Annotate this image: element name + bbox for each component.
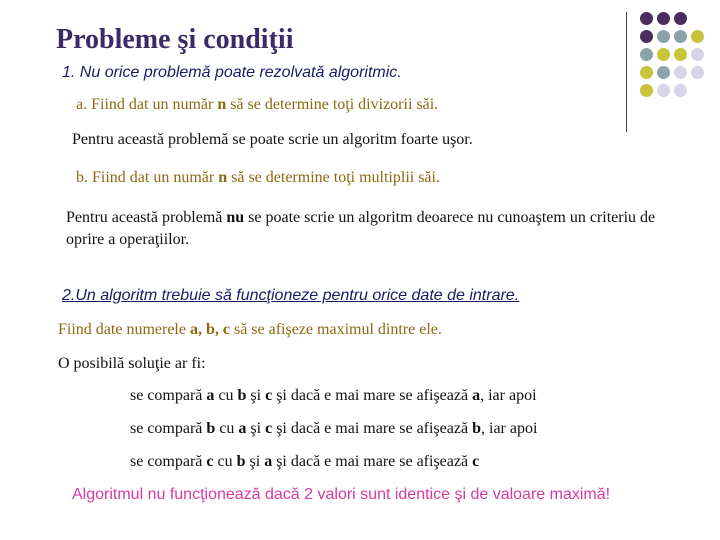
- decor-dot: [674, 12, 687, 25]
- decor-dot: [657, 66, 670, 79]
- decor-dot: [657, 48, 670, 61]
- decor-dot: [640, 48, 653, 61]
- item-b-var: n: [218, 169, 228, 186]
- warning-note: Algoritmul nu funcţionează dacă 2 valori sunt identice şi de valoare maximă!: [72, 486, 611, 503]
- solution-step: se compară b cu a şi c şi dacă e mai mare se afişează b, iar apoi: [130, 420, 538, 437]
- item-a-description: Pentru această problemă se poate scrie un algoritm foarte uşor.: [72, 131, 473, 148]
- given-suffix: să se afişeze maximul dintre ele.: [229, 321, 442, 338]
- point-1-heading: 1. Nu orice problemă poate rezolvată algoritmic.: [62, 64, 402, 81]
- item-b-text: [76, 169, 440, 187]
- solution-step: se compară c cu b şi a şi dacă e mai mare se afişează c: [130, 453, 480, 470]
- item-b-suffix: să se determine toţi multiplii săi.: [227, 169, 440, 186]
- page-title: Probleme şi condiţii: [56, 24, 294, 55]
- item-b-desc-prefix: Pentru această problemă: [66, 209, 227, 226]
- item-b-desc-emph: nu: [226, 209, 245, 226]
- item-b-description: [66, 207, 666, 251]
- item-b-desc-suffix: se poate scrie un algoritm deoarece nu cunoaştem un criteriu de oprire a operaţiilor.: [66, 209, 656, 248]
- item-b-prefix: b. Fiind dat un număr: [76, 169, 219, 186]
- decor-dot: [674, 66, 687, 79]
- solution-intro: O posibilă soluţie ar fi:: [58, 355, 206, 372]
- solution-step: se compară a cu b şi c şi dacă e mai mare se afişează a, iar apoi: [130, 387, 537, 404]
- decor-dot: [691, 30, 704, 43]
- decor-dot: [640, 66, 653, 79]
- decor-dot: [657, 84, 670, 97]
- item-a-suffix: să se determine toţi divizorii săi.: [226, 96, 439, 113]
- decor-dot: [640, 30, 653, 43]
- decor-dot: [691, 48, 704, 61]
- given-statement: [58, 321, 442, 339]
- decor-dot: [640, 84, 653, 97]
- decor-dot: [691, 66, 704, 79]
- decor-dot: [640, 12, 653, 25]
- given-vars: a, b, c: [189, 321, 230, 338]
- decor-dot: [674, 30, 687, 43]
- item-a-text: [76, 96, 438, 114]
- decor-divider-line: [626, 12, 627, 132]
- item-a-var: n: [217, 96, 227, 113]
- decor-dot: [674, 48, 687, 61]
- decor-dot: [674, 84, 687, 97]
- decor-dot: [657, 30, 670, 43]
- decor-dot: [657, 12, 670, 25]
- given-prefix: Fiind date numerele: [58, 321, 190, 338]
- point-2-heading: 2.Un algoritm trebuie să funcţioneze pentru orice date de intrare.: [62, 287, 520, 304]
- item-a-prefix: a. Fiind dat un număr: [76, 96, 218, 113]
